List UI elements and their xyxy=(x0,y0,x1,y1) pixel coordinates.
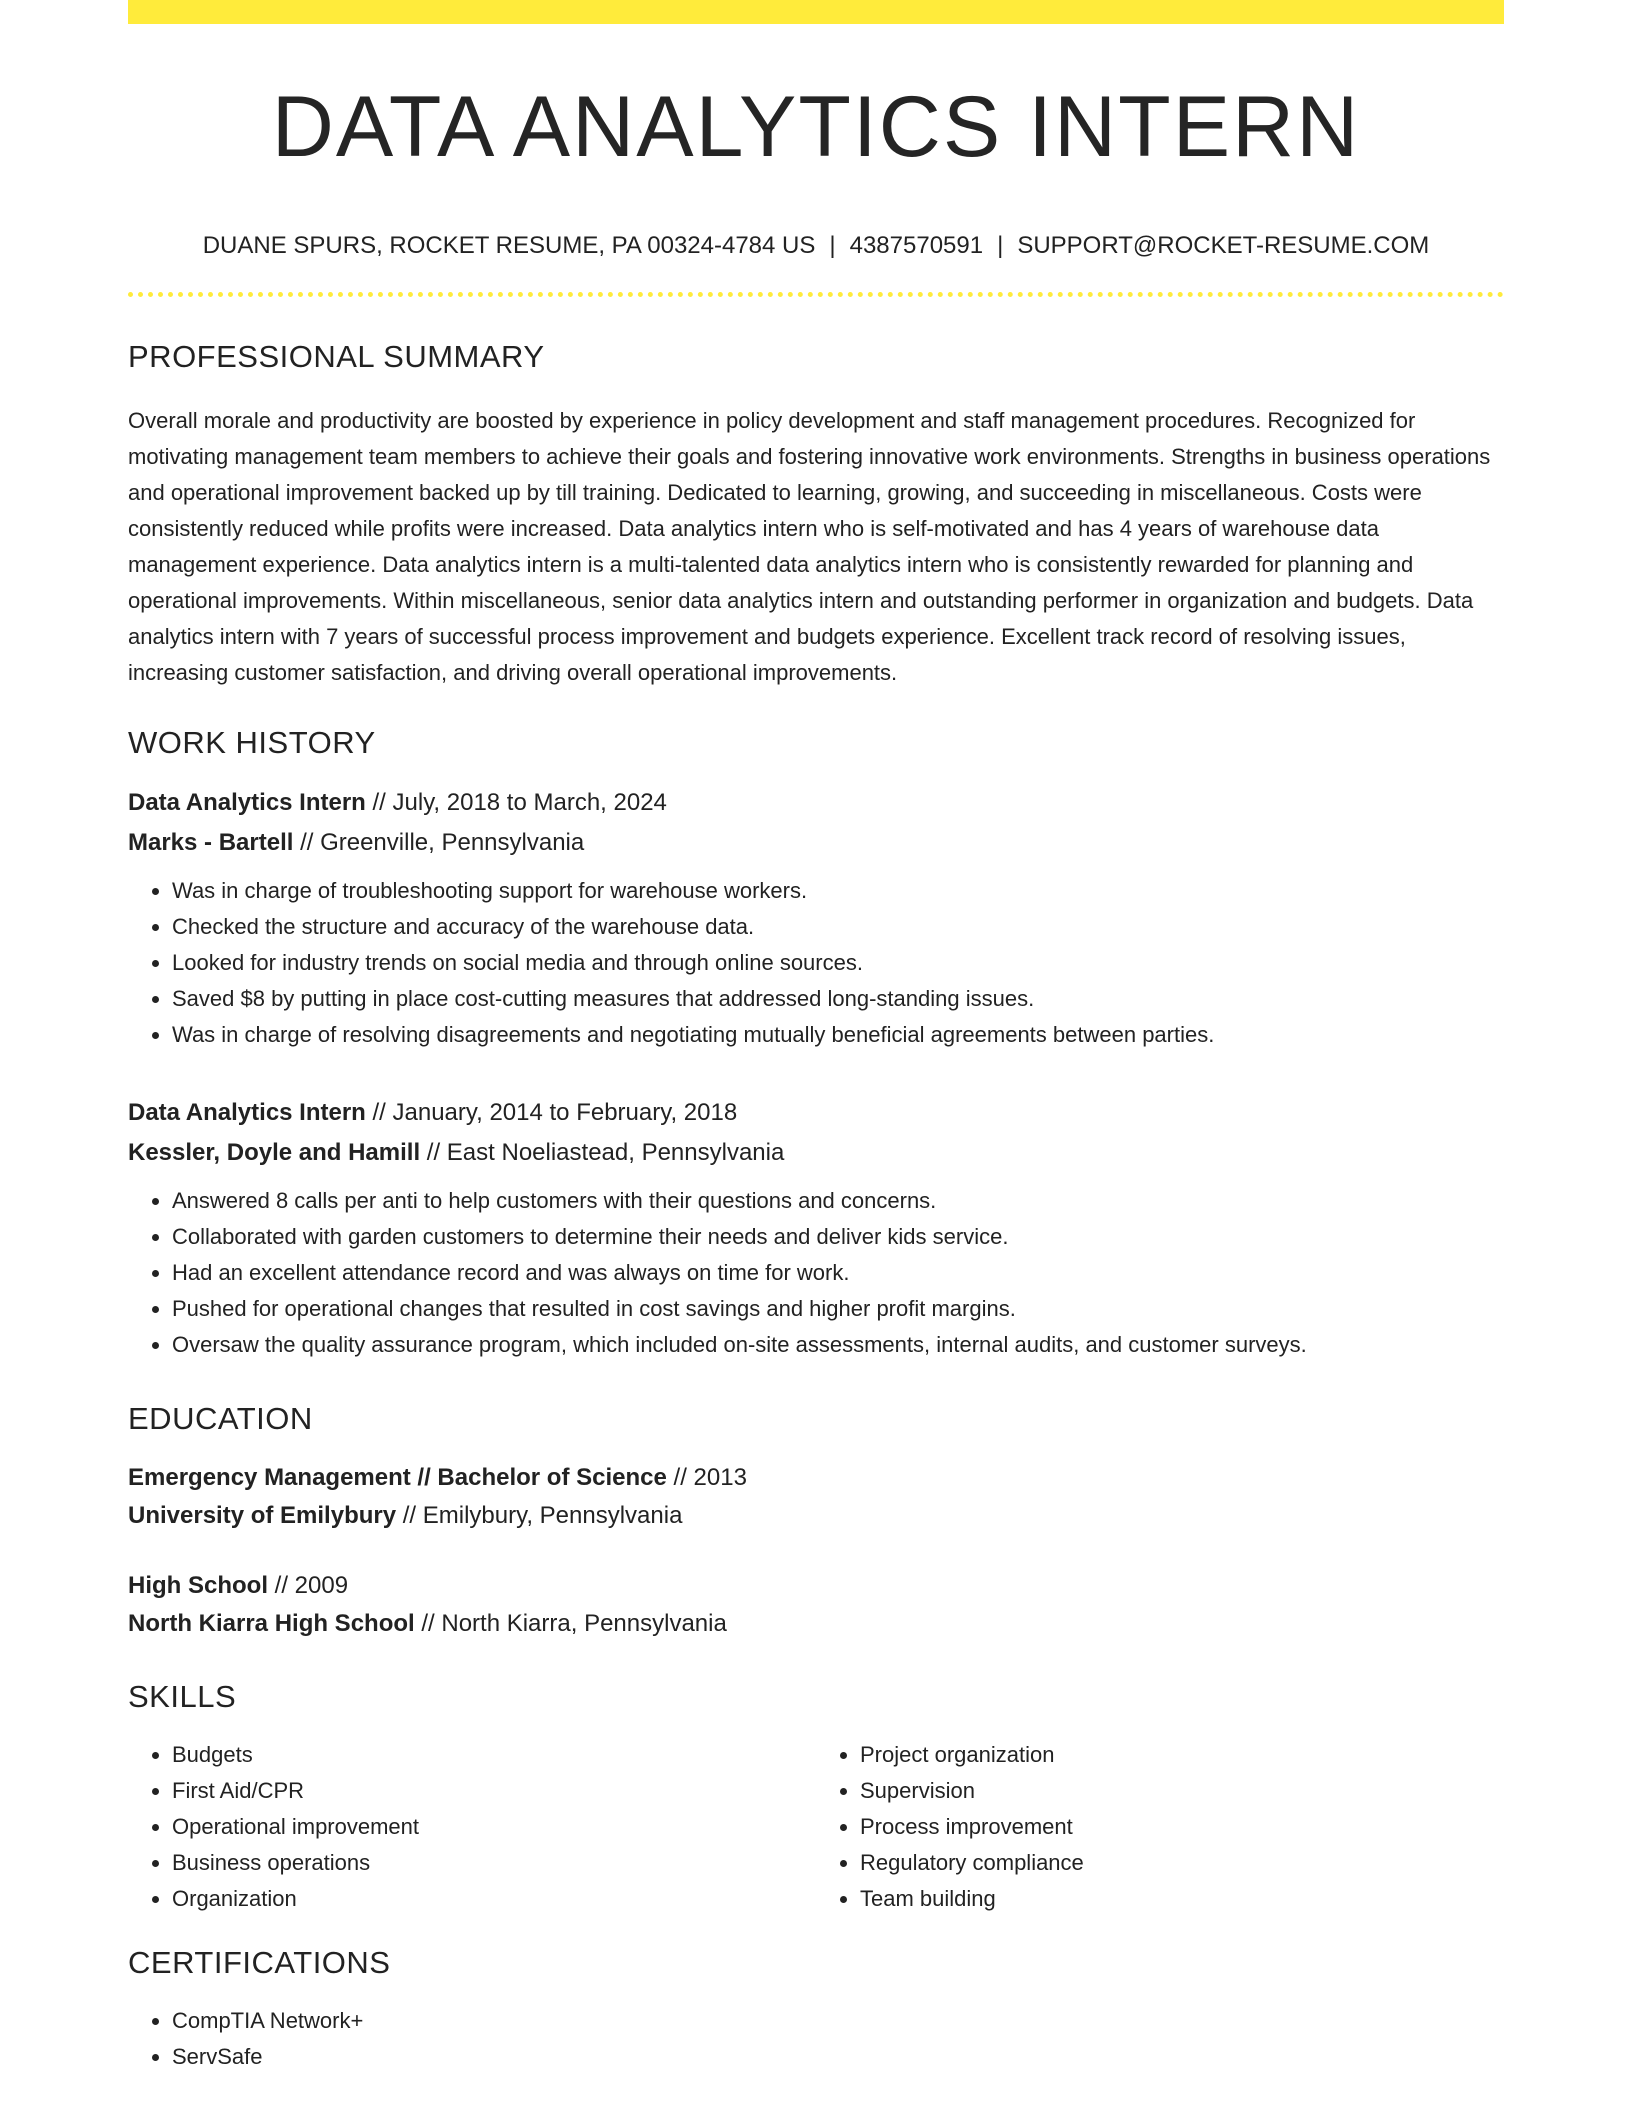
skill-item: • Supervision xyxy=(860,1773,1504,1809)
contact-separator: | xyxy=(997,232,1004,259)
job-bullets xyxy=(128,1183,1504,1363)
graduation-year: // 2009 xyxy=(268,1572,349,1599)
list-item: • Answered 8 calls per anti to help customers with their questions and concerns. xyxy=(172,1183,1504,1219)
work-history-section xyxy=(128,725,1504,1363)
skill-item: • Organization xyxy=(172,1881,816,1917)
school-location: // Emilybury, Pennsylvania xyxy=(396,1502,683,1529)
education-section xyxy=(128,1401,1504,1643)
degree-line xyxy=(128,1567,1504,1605)
education-heading: EDUCATION xyxy=(128,1401,313,1436)
skills-list-left xyxy=(128,1737,816,1917)
job-list xyxy=(128,783,1504,1363)
job-location: // Greenville, Pennsylvania xyxy=(293,829,585,856)
degree-line xyxy=(128,1459,1504,1497)
skills-columns xyxy=(128,1737,1504,1917)
skill-item: • Project organization xyxy=(860,1737,1504,1773)
school-line xyxy=(128,1605,1504,1643)
graduation-year: // 2013 xyxy=(666,1464,747,1491)
list-item: • Checked the structure and accuracy of the warehouse data. xyxy=(172,909,1504,945)
job-title-line xyxy=(128,783,1504,823)
job-company: Marks - Bartell xyxy=(128,829,294,856)
degree: Emergency Management // Bachelor of Science xyxy=(128,1464,667,1491)
job-title: Data Analytics Intern xyxy=(128,789,366,816)
list-item: • Was in charge of resolving disagreements and negotiating mutually beneficial agreements between parties. xyxy=(172,1017,1504,1053)
job-company-line xyxy=(128,1133,1504,1173)
school-location: // North Kiarra, Pennsylvania xyxy=(414,1610,727,1637)
skill-item: • First Aid/CPR xyxy=(172,1773,816,1809)
summary-section xyxy=(128,339,1504,691)
list-item: • Had an excellent attendance record and was always on time for work. xyxy=(172,1255,1504,1291)
job-title: Data Analytics Intern xyxy=(128,1099,366,1126)
certification-item: • CompTIA Network+ xyxy=(172,2003,1504,2039)
job-entry xyxy=(128,783,1504,1053)
skills-heading: SKILLS xyxy=(128,1679,237,1714)
certifications-section xyxy=(128,1945,1504,2075)
contact-phone[interactable]: 4387570591 xyxy=(849,232,984,259)
school-name: North Kiarra High School xyxy=(128,1610,415,1637)
skills-list-right xyxy=(816,1737,1504,1917)
job-company-line xyxy=(128,823,1504,863)
skill-item: • Process improvement xyxy=(860,1809,1504,1845)
contact-separator: | xyxy=(829,232,836,259)
degree: High School xyxy=(128,1572,268,1599)
job-company: Kessler, Doyle and Hamill xyxy=(128,1139,421,1166)
job-bullets xyxy=(128,873,1504,1053)
list-item: • Oversaw the quality assurance program, which included on-site assessments, internal audits, and customer surveys. xyxy=(172,1327,1504,1363)
job-dates: // July, 2018 to March, 2024 xyxy=(365,789,667,816)
job-location: // East Noeliastead, Pennsylvania xyxy=(420,1139,785,1166)
work-history-heading: WORK HISTORY xyxy=(128,725,376,760)
skills-section xyxy=(128,1679,1504,1917)
list-item: • Saved $8 by putting in place cost-cutting measures that addressed long-standing issues. xyxy=(172,981,1504,1017)
skill-item: • Regulatory compliance xyxy=(860,1845,1504,1881)
contact-email[interactable]: SUPPORT@ROCKET-RESUME.COM xyxy=(1017,232,1430,259)
skill-item: • Business operations xyxy=(172,1845,816,1881)
contact-address: DUANE SPURS, ROCKET RESUME, PA 00324-4784 US xyxy=(202,232,816,259)
summary-heading: PROFESSIONAL SUMMARY xyxy=(128,339,545,374)
certifications-heading: CERTIFICATIONS xyxy=(128,1945,391,1980)
dotted-divider xyxy=(128,292,1504,297)
resume-page xyxy=(128,0,1504,2075)
education-list xyxy=(128,1459,1504,1643)
certification-item: • ServSafe xyxy=(172,2039,1504,2075)
job-title-line xyxy=(128,1093,1504,1133)
list-item: • Collaborated with garden customers to determine their needs and deliver kids service. xyxy=(172,1219,1504,1255)
summary-text: Overall morale and productivity are boosted by experience in policy development and staff management procedures. Recognized for motivating management team members to achieve their goals and fostering innovative work environments. Strengths in business operations and operational improvement backed up by till training. Dedicated to learning, growing, and succeeding in miscellaneous. Costs were consistently reduced while profits were increased. Data analytics intern who is self-motivated and has 4 years of warehouse data management experience. Data analytics intern is a multi-talented data analytics intern who is consistently rewarded for planning and operational improvements. Within miscellaneous, senior data analytics intern and outstanding performer in organization and budgets. Data analytics intern with 7 years of successful process improvement and budgets experience. Excellent track record of resolving issues, increasing customer satisfaction, and driving overall operational improvements. xyxy=(128,408,1491,685)
certifications-list xyxy=(128,2003,1504,2075)
contact-line xyxy=(128,232,1504,260)
education-entry xyxy=(128,1459,1504,1535)
list-item: • Looked for industry trends on social media and through online sources. xyxy=(172,945,1504,981)
skill-item: • Budgets xyxy=(172,1737,816,1773)
skill-item: • Operational improvement xyxy=(172,1809,816,1845)
school-name: University of Emilybury xyxy=(128,1502,397,1529)
list-item: • Pushed for operational changes that resulted in cost savings and higher profit margins. xyxy=(172,1291,1504,1327)
page-title: DATA ANALYTICS INTERN xyxy=(271,79,1361,175)
skill-item: • Team building xyxy=(860,1881,1504,1917)
job-dates: // January, 2014 to February, 2018 xyxy=(365,1099,738,1126)
list-item: • Was in charge of troubleshooting support for warehouse workers. xyxy=(172,873,1504,909)
education-entry xyxy=(128,1567,1504,1643)
school-line xyxy=(128,1497,1504,1535)
job-entry xyxy=(128,1093,1504,1363)
accent-bar xyxy=(128,0,1504,24)
